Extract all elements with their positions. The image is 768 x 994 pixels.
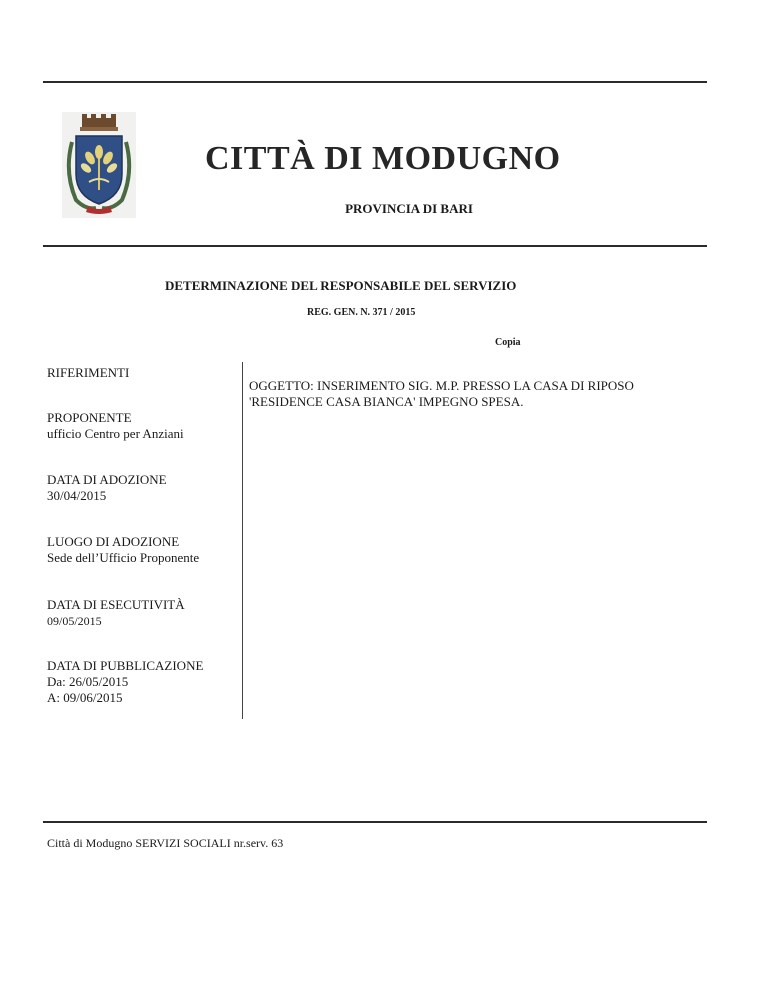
proponente-field	[47, 410, 184, 442]
luogo-adozione-value: Sede dell’Ufficio Proponente	[47, 550, 200, 565]
footer-text: Città di Modugno SERVIZI SOCIALI nr.serv. 63	[47, 836, 284, 850]
column-divider	[242, 362, 243, 719]
data-esecutivita-label: DATA DI ESECUTIVITÀ	[47, 597, 185, 612]
luogo-adozione-field	[47, 534, 199, 566]
footer-rule	[43, 821, 707, 823]
province-subtitle: PROVINCIA DI BARI	[345, 201, 473, 216]
city-title: CITTÀ DI MODUGNO	[205, 140, 561, 177]
oggetto-text: OGGETTO: INSERIMENTO SIG. M.P. PRESSO LA CASA DI RIPOSO 'RESIDENCE CASA BIANCA' IMPEGNO SPESA.	[249, 378, 634, 409]
data-esecutivita-field	[47, 597, 185, 629]
document-title: DETERMINAZIONE DEL RESPONSABILE DEL SERVIZIO	[165, 278, 517, 293]
data-adozione-label: DATA DI ADOZIONE	[47, 472, 167, 487]
riferimenti-field	[47, 365, 129, 381]
header-bottom-rule	[43, 245, 707, 247]
data-pubblicazione-to: A: 09/06/2015	[47, 690, 123, 705]
top-rule	[43, 81, 707, 83]
copy-label: Copia	[495, 337, 521, 348]
data-pubblicazione-label: DATA DI PUBBLICAZIONE	[47, 658, 204, 673]
data-adozione-value: 30/04/2015	[47, 488, 107, 503]
registration-number: REG. GEN. N. 371 / 2015	[307, 307, 416, 318]
proponente-label: PROPONENTE	[47, 410, 132, 425]
riferimenti-label: RIFERIMENTI	[47, 365, 130, 380]
proponente-value: ufficio Centro per Anziani	[47, 426, 184, 441]
data-esecutivita-value: 09/05/2015	[47, 614, 102, 628]
luogo-adozione-label: LUOGO DI ADOZIONE	[47, 534, 180, 549]
data-pubblicazione-from: Da: 26/05/2015	[47, 674, 129, 689]
data-adozione-field	[47, 472, 167, 504]
data-pubblicazione-field	[47, 658, 203, 706]
